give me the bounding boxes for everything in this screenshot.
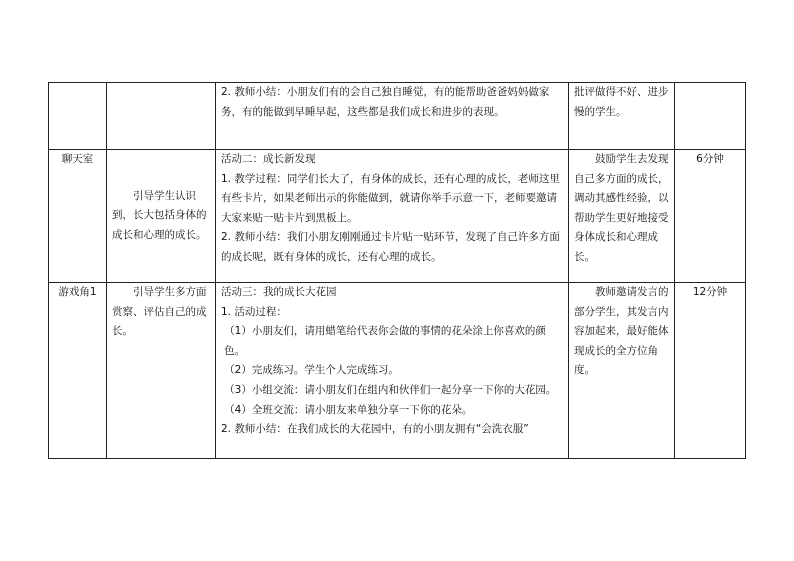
time-cell: 6分钟 [675, 150, 746, 283]
lesson-plan-table [48, 82, 746, 459]
activity-line: （2）完成练习。学生个人完成练习。 [224, 364, 399, 377]
activity-line: 2. 教师小结：小朋友们有的会自己独自睡觉，有的能帮助爸爸妈妈做家务，有的能做到早睡早起，这些都是我们成长和进步的表现。 [221, 86, 550, 118]
activity-cell [216, 83, 569, 150]
design-cell [569, 150, 675, 283]
activity-cell [216, 150, 569, 283]
goal-cell [107, 283, 216, 459]
goal-text: 引导学生多方面赏察、评估自己的成长。 [112, 286, 207, 338]
time-cell [675, 83, 746, 150]
section-cell: 游戏角1 [49, 283, 107, 459]
activity-line: 1. 活动过程： [221, 305, 287, 318]
activity-line: （3）小组交流：请小朋友们在组内和伙伴们一起分享一下你的大花园。 [224, 383, 557, 396]
design-cell: 批评做得不好、进步慢的学生。 [569, 83, 675, 150]
design-text: 鼓励学生去发现自己多方面的成长，调动其感性经验，以帮助学生更好地接受身体成长和心理成长。 [574, 153, 669, 263]
activity-line: （1）小朋友们，请用蜡笔给代表你会做的事情的花朵涂上你喜欢的颜色。 [224, 325, 546, 357]
activity-line: 1. 教学过程：同学们长大了，有身体的成长，还有心理的成长，老师这里有些卡片，如果老师出示的你能做到，就请你举手示意一下，老师要邀请大家来贴一贴卡片到黑板上。 [221, 172, 560, 224]
section-cell: 聊天室 [49, 150, 107, 283]
activity-line: 2. 教师小结：在我们成长的大花园中，有的小朋友拥有“会洗衣服” [221, 423, 529, 436]
table-row [49, 150, 746, 283]
activity-cell [216, 283, 569, 459]
activity-title: 活动二：成长新发现 [221, 153, 316, 165]
goal-cell [107, 150, 216, 283]
table-row [49, 283, 746, 459]
time-cell: 12分钟 [675, 283, 746, 459]
section-cell [49, 83, 107, 150]
activity-line: 2. 教师小结：我们小朋友刚刚通过卡片贴一贴环节，发现了自己许多方面的成长呢，既有身体的成长，还有心理的成长。 [221, 231, 560, 263]
design-text: 教师邀请发言的部分学生，其发言内容加起来，最好能体现成长的全方位角度。 [574, 286, 669, 377]
goal-cell [107, 83, 216, 150]
activity-title: 活动三：我的成长大花园 [221, 286, 337, 298]
activity-line: （4）全班交流：请小朋友来单独分享一下你的花朵。 [224, 403, 473, 416]
design-cell [569, 283, 675, 459]
goal-text: 引导学生认识到，长大包括身体的成长和心理的成长。 [112, 189, 207, 241]
table-row [49, 83, 746, 150]
